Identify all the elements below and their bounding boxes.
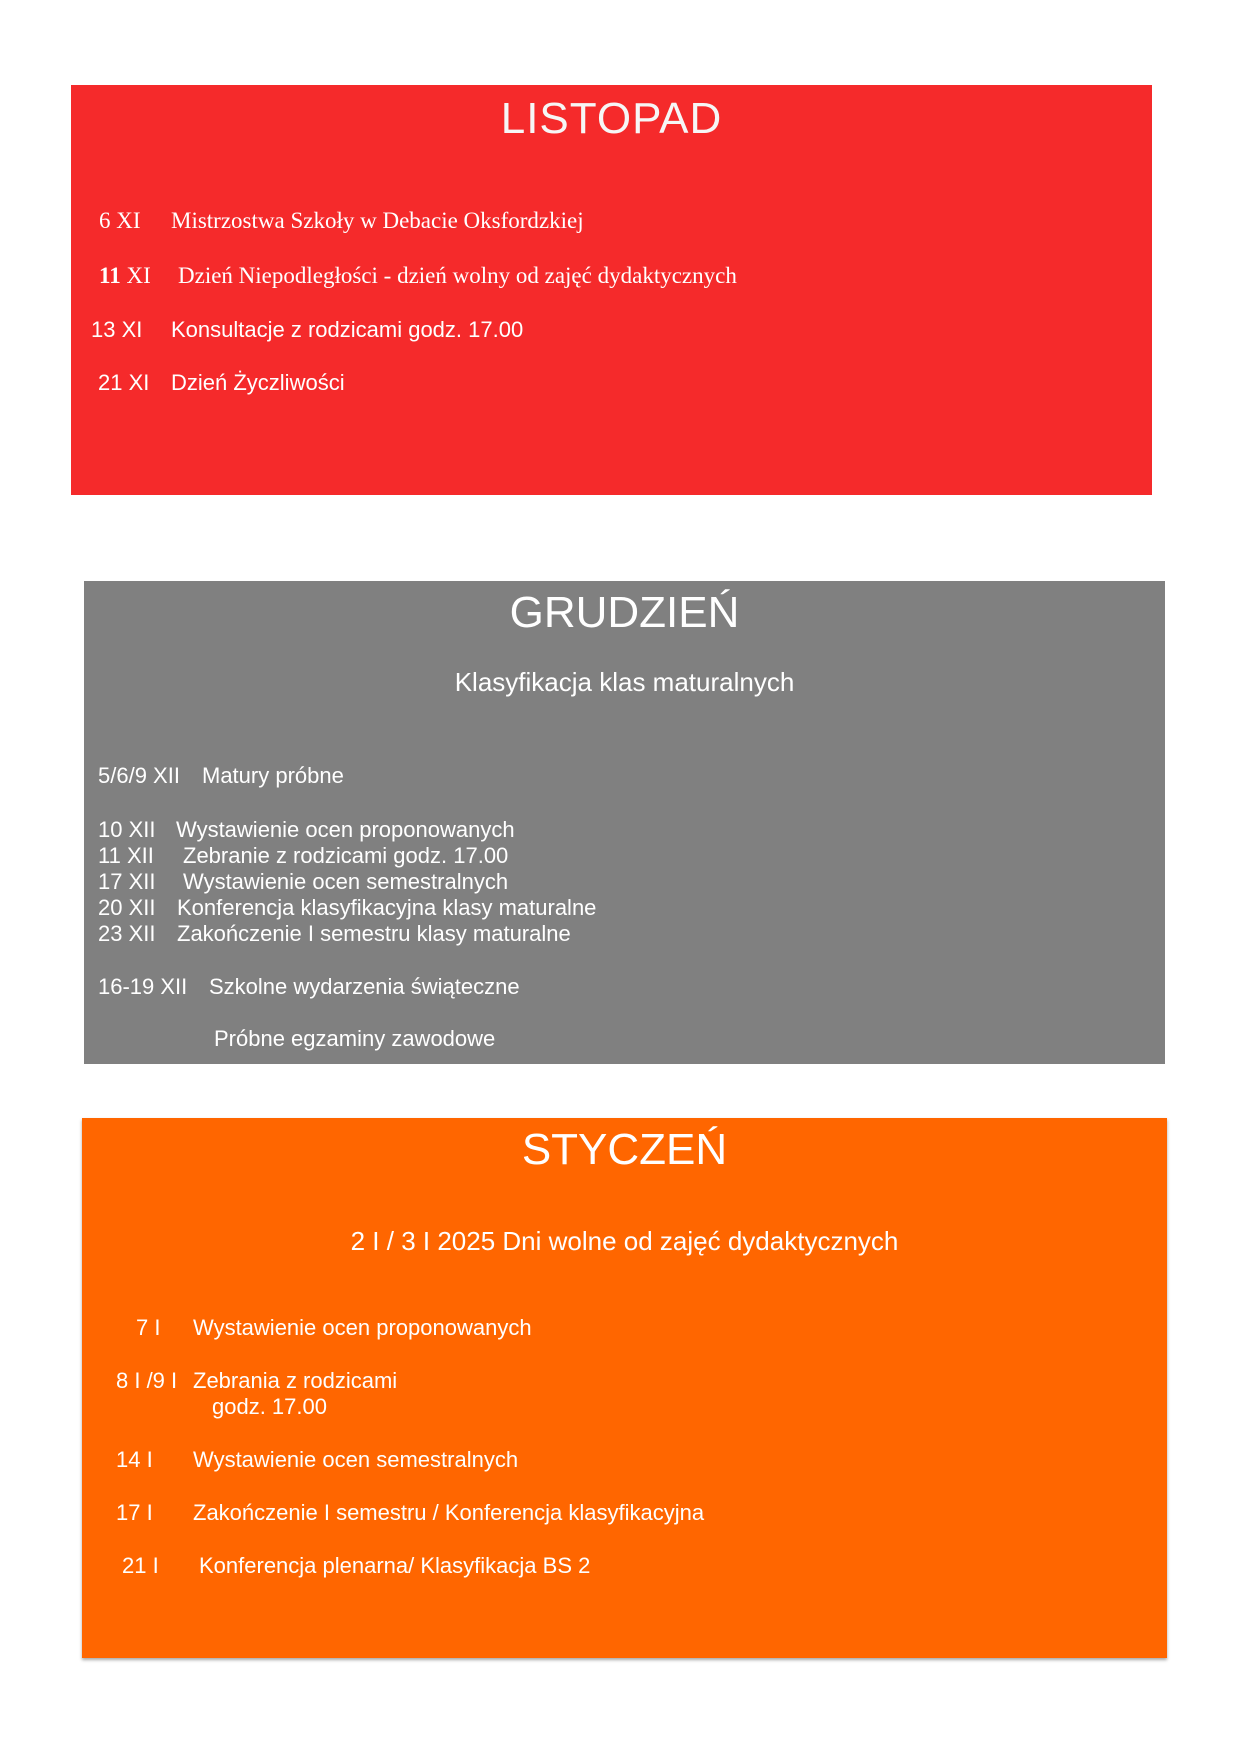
event-date: 13 XI: [91, 317, 143, 342]
event-date: 10 XII: [98, 817, 156, 842]
styczen-subtitle: 2 I / 3 I 2025 Dni wolne od zajęć dydaktycznych: [350, 1226, 899, 1256]
event-text: Wystawienie ocen semestralnych: [193, 1447, 519, 1472]
event-date: 5/6/9 XII: [98, 763, 180, 788]
event-text: Mistrzostwa Szkoły w Debacie Oksfordzkiej: [171, 208, 584, 233]
event-date: 21 XI: [98, 370, 150, 395]
event-text: Wystawienie ocen semestralnych: [183, 869, 509, 894]
event-date: 21 I: [122, 1553, 159, 1578]
event-text: Próbne egzaminy zawodowe: [214, 1026, 496, 1051]
event-text: Konsultacje z rodzicami godz. 17.00: [171, 317, 524, 342]
listopad-section: [71, 85, 1152, 495]
event-date: 14 I: [116, 1447, 153, 1472]
grudzien-section: [84, 581, 1165, 1064]
grudzien-title: GRUDZIEŃ: [509, 588, 740, 637]
event-date: 17 XII: [98, 869, 156, 894]
listopad-title: LISTOPAD: [500, 94, 723, 143]
event-date: 23 XII: [98, 921, 156, 946]
event-text: Zakończenie I semestru klasy maturalne: [177, 921, 571, 946]
event-date-month: XI: [126, 263, 151, 288]
event-text-continued: godz. 17.00: [212, 1394, 327, 1419]
event-date: 8 I /9 I: [116, 1368, 178, 1393]
event-text: Konferencja plenarna/ Klasyfikacja BS 2: [199, 1553, 591, 1578]
event-text: Zakończenie I semestru / Konferencja klasyfikacyjna: [193, 1500, 705, 1525]
event-text: Zebrania z rodzicami: [193, 1368, 398, 1393]
grudzien-subtitle: Klasyfikacja klas maturalnych: [454, 667, 795, 697]
event-text: Dzień Życzliwości: [171, 370, 345, 395]
event-text: Matury próbne: [202, 763, 344, 788]
event-date-day: 11: [99, 263, 121, 288]
event-date: 17 I: [116, 1500, 153, 1525]
event-date: 20 XII: [98, 895, 156, 920]
event-text: Konferencja klasyfikacyjna klasy maturalne: [177, 895, 597, 920]
event-date: 7 I: [136, 1315, 161, 1340]
event-date: 11 XII: [98, 843, 154, 868]
event-text: Dzień Niepodległości - dzień wolny od zajęć dydaktycznych: [178, 263, 737, 288]
event-text: Wystawienie ocen proponowanych: [176, 817, 515, 842]
styczen-title: STYCZEŃ: [521, 1125, 728, 1174]
event-text: Wystawienie ocen proponowanych: [193, 1315, 532, 1340]
event-date: 6 XI: [99, 208, 141, 233]
event-date: [99, 264, 151, 287]
styczen-section: [82, 1118, 1167, 1658]
event-date: 16-19 XII: [98, 974, 188, 999]
event-text: Szkolne wydarzenia świąteczne: [209, 974, 520, 999]
event-text: Zebranie z rodzicami godz. 17.00: [183, 843, 509, 868]
